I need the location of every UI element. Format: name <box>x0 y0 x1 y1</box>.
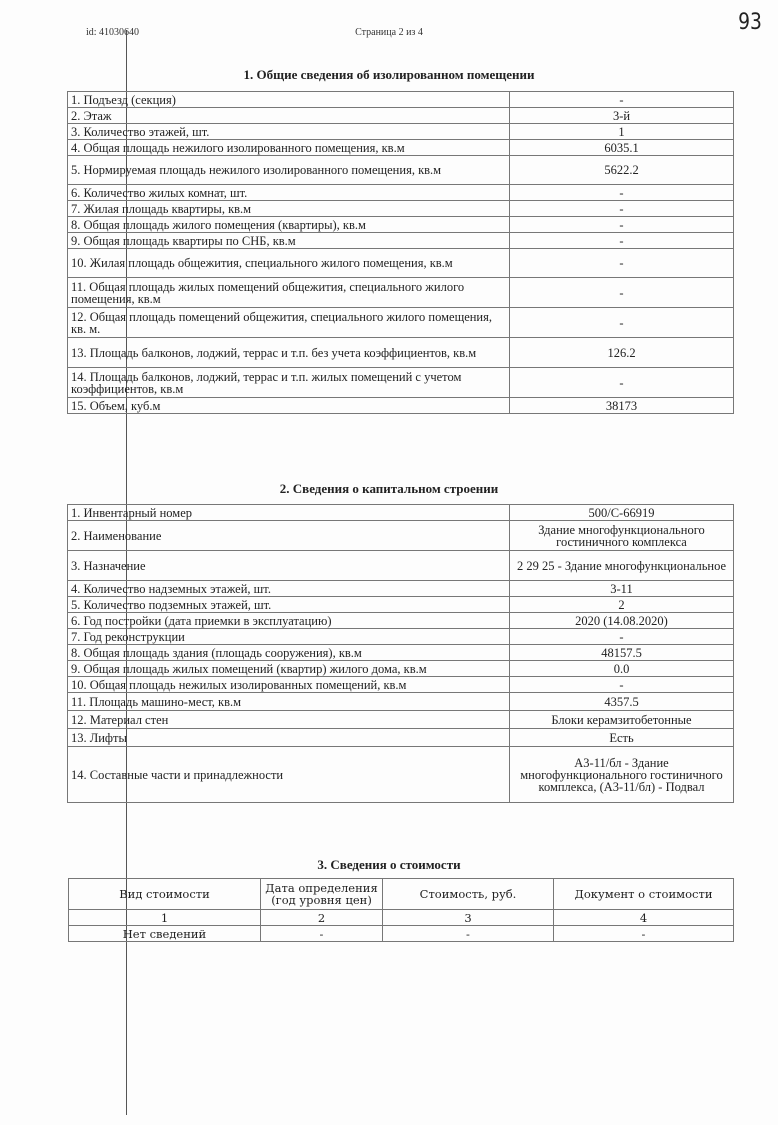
row-value: - <box>510 217 734 233</box>
row-value: - <box>510 92 734 108</box>
column-header: Вид стоимости <box>69 879 261 910</box>
table-row <box>68 551 734 581</box>
row-label: 2. Этаж <box>68 108 510 124</box>
row-value: - <box>510 185 734 201</box>
section2-table <box>67 504 734 803</box>
row-value: - <box>510 629 734 645</box>
row-label: 14. Площадь балконов, лоджий, террас и т.п. жилых помещений с учетом коэффициентов, кв.м <box>68 368 510 398</box>
cell: - <box>261 926 383 942</box>
document-id: id: 41030640 <box>86 27 140 38</box>
table-row <box>68 661 734 677</box>
table-row <box>68 124 734 140</box>
row-label: 2. Наименование <box>68 521 510 551</box>
column-number: 2 <box>261 910 383 926</box>
table-row <box>68 747 734 803</box>
table-row <box>69 926 734 942</box>
column-number-row <box>69 910 734 926</box>
table-row <box>68 217 734 233</box>
table-row <box>68 729 734 747</box>
table-row <box>68 338 734 368</box>
table-row <box>68 521 734 551</box>
row-label: 11. Общая площадь жилых помещений общежития, специального жилого помещения, кв.м <box>68 278 510 308</box>
row-value: - <box>510 677 734 693</box>
cell: Нет сведений <box>69 926 261 942</box>
row-label: 13. Лифты <box>68 729 510 747</box>
row-value: Есть <box>510 729 734 747</box>
table-row <box>68 92 734 108</box>
row-label: 8. Общая площадь жилого помещения (квартиры), кв.м <box>68 217 510 233</box>
row-label: 10. Общая площадь нежилых изолированных помещений, кв.м <box>68 677 510 693</box>
table-row <box>68 597 734 613</box>
cell: - <box>383 926 554 942</box>
row-value: Блоки керамзитобетонные <box>510 711 734 729</box>
row-label: 14. Составные части и принадлежности <box>68 747 510 803</box>
row-label: 3. Назначение <box>68 551 510 581</box>
row-value: - <box>510 233 734 249</box>
row-label: 7. Жилая площадь квартиры, кв.м <box>68 201 510 217</box>
table-row <box>68 249 734 278</box>
section3-table <box>68 878 734 942</box>
row-value: 38173 <box>510 398 734 414</box>
cell: - <box>554 926 734 942</box>
table-row <box>68 645 734 661</box>
row-label: 11. Площадь машино-мест, кв.м <box>68 693 510 711</box>
row-label: 12. Материал стен <box>68 711 510 729</box>
column-number: 4 <box>554 910 734 926</box>
table-row <box>68 201 734 217</box>
row-value: 48157.5 <box>510 645 734 661</box>
row-value: Здание многофункционального гостиничного комплекса <box>510 521 734 551</box>
table-row <box>68 613 734 629</box>
row-value: 3-11 <box>510 581 734 597</box>
column-header: Дата определения (год уровня цен) <box>261 879 383 910</box>
row-label: 5. Количество подземных этажей, шт. <box>68 597 510 613</box>
table-header-row <box>69 879 734 910</box>
table-row <box>68 711 734 729</box>
table-row <box>68 368 734 398</box>
row-value: 2 29 25 - Здание многофункциональное <box>510 551 734 581</box>
row-value: - <box>510 308 734 338</box>
row-label: 12. Общая площадь помещений общежития, специального жилого помещения, кв. м. <box>68 308 510 338</box>
row-label: 3. Количество этажей, шт. <box>68 124 510 140</box>
row-label: 6. Год постройки (дата приемки в эксплуатацию) <box>68 613 510 629</box>
table-row <box>68 677 734 693</box>
table-row <box>68 398 734 414</box>
section2-title: 2. Сведения о капитальном строении <box>279 481 499 496</box>
row-value: 2 <box>510 597 734 613</box>
row-label: 13. Площадь балконов, лоджий, террас и т.п. без учета коэффициентов, кв.м <box>68 338 510 368</box>
row-value: 0.0 <box>510 661 734 677</box>
row-value: А3-11/бл - Здание многофункционального гостиничного комплекса, (А3-11/бл) - Подвал <box>510 747 734 803</box>
table-row <box>68 108 734 124</box>
row-value: 6035.1 <box>510 140 734 156</box>
row-label: 10. Жилая площадь общежития, специального жилого помещения, кв.м <box>68 249 510 278</box>
handwritten-page-number: 93 <box>738 10 762 35</box>
row-label: 9. Общая площадь жилых помещений (квартир) жилого дома, кв.м <box>68 661 510 677</box>
row-value: 1 <box>510 124 734 140</box>
section1-table <box>67 91 734 414</box>
row-label: 5. Нормируемая площадь нежилого изолированного помещения, кв.м <box>68 156 510 185</box>
column-number: 1 <box>69 910 261 926</box>
table-row <box>68 156 734 185</box>
page-indicator: Страница 2 из 4 <box>355 27 423 38</box>
row-value: 126.2 <box>510 338 734 368</box>
table-row <box>68 140 734 156</box>
row-label: 4. Количество надземных этажей, шт. <box>68 581 510 597</box>
row-label: 7. Год реконструкции <box>68 629 510 645</box>
column-header: Документ о стоимости <box>554 879 734 910</box>
table-row <box>68 505 734 521</box>
row-label: 15. Объем, куб.м <box>68 398 510 414</box>
row-label: 1. Подъезд (секция) <box>68 92 510 108</box>
row-value: - <box>510 278 734 308</box>
row-label: 9. Общая площадь квартиры по СНБ, кв.м <box>68 233 510 249</box>
row-label: 6. Количество жилых комнат, шт. <box>68 185 510 201</box>
row-label: 4. Общая площадь нежилого изолированного помещения, кв.м <box>68 140 510 156</box>
row-label: 1. Инвентарный номер <box>68 505 510 521</box>
section1-title: 1. Общие сведения об изолированном помещении <box>243 67 535 82</box>
table-row <box>68 629 734 645</box>
row-value: 3-й <box>510 108 734 124</box>
table-row <box>68 278 734 308</box>
row-value: - <box>510 201 734 217</box>
column-header: Стоимость, руб. <box>383 879 554 910</box>
table-row <box>68 308 734 338</box>
table-row <box>68 693 734 711</box>
table-row <box>68 185 734 201</box>
row-value: 500/С-66919 <box>510 505 734 521</box>
row-value: 5622.2 <box>510 156 734 185</box>
row-value: - <box>510 249 734 278</box>
row-value: - <box>510 368 734 398</box>
section3-title: 3. Сведения о стоимости <box>317 857 461 872</box>
table-row <box>68 581 734 597</box>
row-value: 2020 (14.08.2020) <box>510 613 734 629</box>
column-number: 3 <box>383 910 554 926</box>
row-value: 4357.5 <box>510 693 734 711</box>
table-row <box>68 233 734 249</box>
row-label: 8. Общая площадь здания (площадь сооружения), кв.м <box>68 645 510 661</box>
